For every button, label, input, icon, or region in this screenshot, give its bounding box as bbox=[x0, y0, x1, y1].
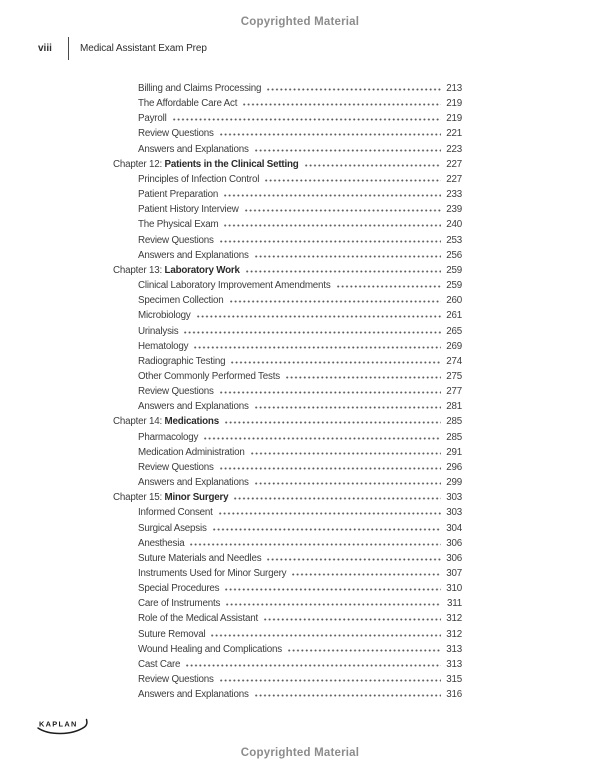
dot-leader bbox=[245, 265, 441, 273]
toc-page-number: 265 bbox=[446, 325, 462, 337]
toc-entry-title: Review Questions bbox=[138, 461, 214, 473]
dot-leader bbox=[266, 83, 441, 91]
dot-leader bbox=[189, 538, 441, 546]
toc-entry-row bbox=[113, 568, 462, 583]
toc-entry-title: Other Commonly Performed Tests bbox=[138, 370, 280, 382]
toc-page-number: 313 bbox=[446, 658, 462, 670]
toc-page-number: 299 bbox=[446, 477, 462, 489]
toc-chapter-title: Laboratory Work bbox=[164, 264, 240, 276]
toc-entry-row bbox=[113, 371, 462, 386]
toc-chapter-row bbox=[113, 416, 462, 431]
dot-leader bbox=[219, 386, 441, 394]
dot-leader bbox=[224, 583, 441, 591]
toc-entry-title: Answers and Explanations bbox=[138, 477, 249, 489]
toc-entry-row bbox=[113, 219, 462, 234]
copyright-notice-top: Copyrighted Material bbox=[240, 16, 360, 28]
toc-entry-row bbox=[113, 674, 462, 689]
dot-leader bbox=[172, 113, 441, 121]
toc-entry-row bbox=[113, 174, 462, 189]
toc-entry-row bbox=[113, 689, 462, 704]
toc-entry-row bbox=[113, 341, 462, 356]
toc-entry-title: Pharmacology bbox=[138, 431, 199, 443]
toc-entry-title: Urinalysis bbox=[138, 325, 179, 337]
toc-entry-title bbox=[113, 159, 299, 170]
dot-leader bbox=[263, 613, 441, 621]
dot-leader bbox=[250, 447, 441, 455]
dot-leader bbox=[219, 128, 441, 136]
toc-entry-row bbox=[113, 235, 462, 250]
toc-entry-title: Special Procedures bbox=[138, 583, 220, 595]
toc-entry-title: Review Questions bbox=[138, 386, 214, 398]
toc-page-number: 312 bbox=[446, 613, 462, 625]
toc-entry-row bbox=[113, 189, 462, 204]
toc-entry-title: Radiographic Testing bbox=[138, 355, 226, 367]
toc-entry-title: Answers and Explanations bbox=[138, 249, 249, 261]
toc-entry-row bbox=[113, 356, 462, 371]
toc-chapter-prefix: Chapter 15: bbox=[113, 492, 165, 504]
toc-page-number: 233 bbox=[446, 189, 462, 201]
dot-leader bbox=[254, 477, 441, 485]
toc-entry-title bbox=[113, 416, 219, 427]
dot-leader bbox=[219, 235, 441, 243]
toc-page-number: 261 bbox=[446, 310, 462, 322]
toc-entry-row bbox=[113, 326, 462, 341]
toc-page-number: 223 bbox=[446, 143, 462, 155]
toc-list bbox=[113, 83, 462, 704]
toc-page-number: 259 bbox=[446, 280, 462, 292]
toc-chapter-title: Minor Surgery bbox=[164, 492, 229, 504]
toc-entry-title bbox=[113, 265, 240, 276]
dot-leader bbox=[254, 144, 441, 152]
toc-chapter-title: Patients in the Clinical Setting bbox=[164, 158, 299, 170]
toc-page-number: 227 bbox=[446, 158, 462, 170]
toc-entry-row bbox=[113, 295, 462, 310]
toc-entry-row bbox=[113, 507, 462, 522]
toc-page-number: 253 bbox=[446, 234, 462, 246]
toc-page-number: 312 bbox=[446, 628, 462, 640]
toc-entry-row bbox=[113, 113, 462, 128]
toc-entry-row bbox=[113, 462, 462, 477]
toc-entry-title: Answers and Explanations bbox=[138, 689, 249, 701]
toc-entry-title: Informed Consent bbox=[138, 507, 213, 519]
dot-leader bbox=[185, 659, 441, 667]
toc-entry-row bbox=[113, 280, 462, 295]
toc-page-number: 296 bbox=[446, 461, 462, 473]
toc-entry-title: Review Questions bbox=[138, 234, 214, 246]
toc-page-number: 213 bbox=[446, 83, 462, 94]
toc-entry-row bbox=[113, 523, 462, 538]
toc-chapter-prefix: Chapter 12: bbox=[113, 158, 165, 170]
toc-page-number: 304 bbox=[446, 522, 462, 534]
toc-entry-row bbox=[113, 250, 462, 265]
toc-page-number: 311 bbox=[446, 598, 462, 610]
toc-entry-row bbox=[113, 128, 462, 143]
dot-leader bbox=[219, 462, 441, 470]
toc-entry-title bbox=[113, 492, 228, 503]
toc-page-number: 316 bbox=[446, 689, 462, 701]
toc-page-number: 269 bbox=[446, 340, 462, 352]
toc-page-number: 277 bbox=[446, 386, 462, 398]
toc-entry-row bbox=[113, 659, 462, 674]
toc-page-number: 285 bbox=[446, 416, 462, 428]
toc-entry-row bbox=[113, 583, 462, 598]
header-divider bbox=[68, 37, 69, 60]
toc-entry-row bbox=[113, 629, 462, 644]
toc-entry-title: Patient History Interview bbox=[138, 204, 239, 216]
kaplan-logo-text: KAPLAN bbox=[39, 719, 78, 729]
toc-entry-title: Review Questions bbox=[138, 128, 214, 140]
dot-leader bbox=[203, 432, 441, 440]
toc-page-number: 256 bbox=[446, 249, 462, 261]
toc-chapter-prefix: Chapter 13: bbox=[113, 264, 165, 276]
toc-entry-title: Answers and Explanations bbox=[138, 401, 249, 413]
copyright-notice-bottom: Copyrighted Material bbox=[240, 747, 360, 759]
toc-entry-title: Principles of Infection Control bbox=[138, 173, 260, 185]
toc-chapter-row bbox=[113, 159, 462, 174]
toc-entry-row bbox=[113, 83, 462, 98]
dot-leader bbox=[304, 159, 441, 167]
toc-entry-row bbox=[113, 598, 462, 613]
toc-entry-title: Billing and Claims Processing bbox=[138, 83, 262, 94]
dot-leader bbox=[212, 523, 441, 531]
toc-entry-title: Wound Healing and Complications bbox=[138, 643, 282, 655]
toc-entry-title: Instruments Used for Minor Surgery bbox=[138, 568, 287, 579]
dot-leader bbox=[224, 416, 441, 424]
dot-leader bbox=[218, 507, 441, 515]
toc-entry-title: The Affordable Care Act bbox=[138, 98, 238, 110]
dot-leader bbox=[230, 356, 441, 364]
toc-entry-row bbox=[113, 644, 462, 659]
toc-page-number: 303 bbox=[446, 492, 462, 504]
toc-entry-title: Answers and Explanations bbox=[138, 143, 249, 155]
toc-page-number: 239 bbox=[446, 204, 462, 216]
toc-page-number: 219 bbox=[446, 98, 462, 110]
dot-leader bbox=[196, 310, 441, 318]
dot-leader bbox=[223, 219, 441, 227]
toc-entry-title: Suture Materials and Needles bbox=[138, 552, 262, 564]
toc-entry-title: Payroll bbox=[138, 113, 167, 125]
toc-page-number: 313 bbox=[446, 643, 462, 655]
toc-page-number: 315 bbox=[446, 674, 462, 686]
dot-leader bbox=[254, 401, 441, 409]
dot-leader bbox=[219, 674, 441, 682]
kaplan-logo bbox=[36, 716, 90, 738]
toc-entry-row bbox=[113, 538, 462, 553]
dot-leader bbox=[254, 689, 441, 697]
toc-page-number: 306 bbox=[446, 552, 462, 564]
toc-entry-title: Care of Instruments bbox=[138, 598, 221, 610]
dot-leader bbox=[266, 553, 441, 561]
toc-page-number: 259 bbox=[446, 264, 462, 276]
toc-entry-row bbox=[113, 310, 462, 325]
toc-page-number: 307 bbox=[446, 568, 462, 579]
toc-page-number: 260 bbox=[446, 295, 462, 307]
running-head-title: Medical Assistant Exam Prep bbox=[80, 43, 207, 54]
toc-page-number: 303 bbox=[446, 507, 462, 519]
dot-leader bbox=[254, 250, 441, 258]
toc-entry-title: Hematology bbox=[138, 340, 189, 352]
toc-page-number: 221 bbox=[446, 128, 462, 140]
toc-page-number: 285 bbox=[446, 431, 462, 443]
toc-page-number: 274 bbox=[446, 355, 462, 367]
dot-leader bbox=[233, 492, 441, 500]
toc-page-number: 291 bbox=[446, 446, 462, 458]
dot-leader bbox=[244, 204, 441, 212]
dot-leader bbox=[291, 568, 441, 576]
toc-entry-title: Anesthesia bbox=[138, 537, 185, 549]
toc-page-number: 240 bbox=[446, 219, 462, 231]
toc-entry-row bbox=[113, 98, 462, 113]
toc-entry-title: The Physical Exam bbox=[138, 219, 219, 231]
toc-entry-row bbox=[113, 386, 462, 401]
toc-chapter-title: Medications bbox=[164, 416, 219, 428]
toc-entry-row bbox=[113, 401, 462, 416]
toc-chapter-row bbox=[113, 492, 462, 507]
dot-leader bbox=[193, 341, 441, 349]
folio-page-number: viii bbox=[38, 43, 52, 54]
toc-entry-title: Medication Administration bbox=[138, 446, 245, 458]
toc-page-number: 281 bbox=[446, 401, 462, 413]
toc-entry-row bbox=[113, 144, 462, 159]
dot-leader bbox=[225, 598, 441, 606]
toc-entry-title: Specimen Collection bbox=[138, 295, 224, 307]
dot-leader bbox=[242, 98, 441, 106]
dot-leader bbox=[229, 295, 441, 303]
toc-chapter-row bbox=[113, 265, 462, 280]
toc-page-number: 227 bbox=[446, 173, 462, 185]
dot-leader bbox=[264, 174, 441, 182]
toc-entry-title: Suture Removal bbox=[138, 628, 206, 640]
toc-entry-title: Patient Preparation bbox=[138, 189, 219, 201]
toc-entry-row bbox=[113, 613, 462, 628]
dot-leader bbox=[285, 371, 441, 379]
toc-entry-title: Clinical Laboratory Improvement Amendments bbox=[138, 280, 331, 292]
toc-entry-title: Microbiology bbox=[138, 310, 191, 322]
dot-leader bbox=[336, 280, 441, 288]
toc-entry-row bbox=[113, 204, 462, 219]
toc-entry-title: Cast Care bbox=[138, 658, 181, 670]
toc-page-number: 219 bbox=[446, 113, 462, 125]
dot-leader bbox=[223, 189, 441, 197]
dot-leader bbox=[210, 629, 441, 637]
toc-entry-row bbox=[113, 432, 462, 447]
toc-entry-title: Role of the Medical Assistant bbox=[138, 613, 258, 625]
toc-entry-row bbox=[113, 447, 462, 462]
dot-leader bbox=[183, 326, 441, 334]
running-head bbox=[38, 37, 207, 60]
toc-page-number: 306 bbox=[446, 537, 462, 549]
toc-chapter-prefix: Chapter 14: bbox=[113, 416, 165, 428]
toc-entry-title: Review Questions bbox=[138, 674, 214, 686]
toc-entry-title: Surgical Asepsis bbox=[138, 522, 207, 534]
dot-leader bbox=[287, 644, 441, 652]
toc-page-number: 310 bbox=[446, 583, 462, 595]
toc-entry-row bbox=[113, 477, 462, 492]
toc-page-number: 275 bbox=[446, 370, 462, 382]
toc-entry-row bbox=[113, 553, 462, 568]
